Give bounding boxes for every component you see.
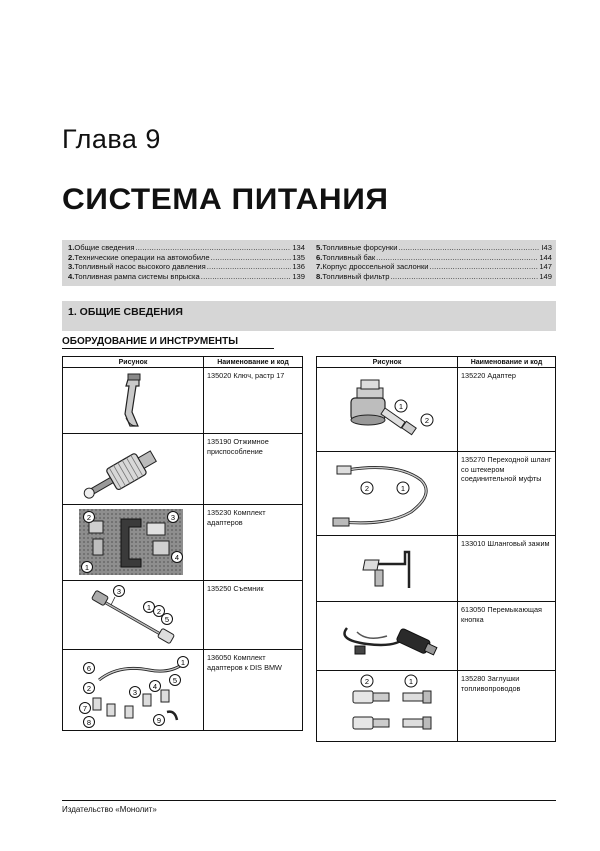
subheading: ОБОРУДОВАНИЕ И ИНСТРУМЕНТЫ (62, 336, 274, 349)
callout-label: 1 (180, 658, 186, 667)
toc-leader (430, 262, 539, 272)
tool-picture-133010 (317, 536, 458, 602)
callout-label: 2 (424, 416, 430, 425)
toc-entry-page: 139 (292, 272, 305, 282)
chapter-label: Глава 9 (62, 124, 161, 154)
tool-description: 133010 Шланговый зажим (458, 536, 556, 602)
callout-label: 2 (364, 484, 370, 493)
callout-label: 1 (408, 677, 414, 686)
toc-entry-title: Топливная рампа системы впрыска (74, 272, 200, 282)
table-row (317, 368, 556, 452)
wrench-icon (63, 368, 203, 433)
fuel-line-plugs-icon (317, 671, 457, 741)
toc-entry[interactable] (68, 243, 305, 253)
tool-picture-613050 (317, 602, 458, 671)
press-tool-icon (63, 434, 203, 504)
toc-entry-number: 7. (316, 262, 323, 272)
table-row (63, 581, 303, 650)
tool-description: 135020 Ключ, растр 17 (204, 368, 303, 434)
table-row (317, 536, 556, 602)
toc-leader (398, 243, 540, 253)
toc-leader (201, 272, 292, 282)
callout-label: 1 (84, 563, 90, 572)
table-row (317, 671, 556, 742)
callout-label: 1 (400, 484, 406, 493)
callout-label: 3 (170, 513, 176, 522)
toc-column-right (316, 243, 552, 282)
column-header-picture: Рисунок (317, 357, 458, 368)
toc-entry-title: Технические операции на автомобиле (74, 252, 210, 262)
tools-table-right (316, 356, 556, 742)
section-header (62, 301, 556, 331)
tool-description: 135280 Заглушки топливопроводов (458, 671, 556, 742)
callout-label: 7 (82, 704, 88, 713)
toc-entry-title: Топливный фильтр (322, 272, 390, 282)
callout-label: 2 (156, 607, 162, 616)
callout-label: 3 (132, 688, 138, 697)
jumper-button-icon (317, 602, 457, 670)
tool-picture-136050 (63, 650, 204, 731)
tool-description: 135270 Переходной шланг со штекером соединительной муфты (458, 452, 556, 536)
toc-entry-number: 2. (68, 252, 75, 262)
table-row (63, 368, 303, 434)
toc-entry-number: 8. (316, 272, 323, 282)
chapter-title: СИСТЕМА ПИТАНИЯ (62, 183, 389, 216)
callout-label: 1 (398, 402, 404, 411)
toc-entry[interactable] (316, 243, 552, 253)
table-row (63, 434, 303, 505)
toc-leader (390, 272, 538, 282)
toc-entry-page: 149 (539, 272, 552, 282)
puller-icon (63, 581, 203, 649)
toc-leader (376, 253, 538, 263)
table-row (317, 602, 556, 671)
toc-entry[interactable] (316, 262, 552, 272)
column-header-picture: Рисунок (63, 357, 204, 368)
adapter-kit-photo (63, 505, 203, 580)
tool-picture-135250 (63, 581, 204, 650)
tool-description: 135250 Съемник (204, 581, 303, 650)
callout-label: 9 (156, 716, 162, 725)
toc-entry-title: Топливный бак (322, 252, 376, 262)
toc-column-left (68, 243, 305, 282)
toc-entry-number: 5. (316, 243, 323, 252)
callout-label: 2 (86, 684, 92, 693)
table-of-contents (62, 240, 556, 286)
table-row (63, 505, 303, 581)
toc-leader (135, 243, 291, 253)
tool-picture-135220 (317, 368, 458, 452)
table-row (63, 650, 303, 731)
tool-description: 135230 Комплект адаптеров (204, 505, 303, 581)
tool-picture-135280 (317, 671, 458, 742)
toc-entry-title: Корпус дроссельной заслонки (322, 262, 429, 272)
toc-entry-page: 136 (292, 262, 305, 272)
callout-label: 2 (364, 677, 370, 686)
toc-entry-number: 6. (316, 252, 323, 262)
toc-entry-page: 134 (292, 243, 305, 252)
toc-entry[interactable] (316, 253, 552, 263)
adapter-set-icon (63, 650, 203, 730)
tools-table-left (62, 356, 303, 731)
tool-description: 135190 Отжимное приспособление (204, 434, 303, 505)
tool-description: 136050 Комплект адаптеров к DIS BMW (204, 650, 303, 731)
publisher-footer: Издательство «Монолит» (62, 805, 157, 814)
toc-entry-page: 144 (539, 252, 552, 262)
toc-entry-title: Топливные форсунки (322, 243, 398, 252)
callout-label: 3 (116, 587, 122, 596)
callout-label: 5 (164, 615, 170, 624)
section-title: 1. ОБЩИЕ СВЕДЕНИЯ (68, 306, 183, 318)
column-header-name: Наименование и код (204, 357, 303, 368)
hose-clamp-icon (317, 536, 457, 601)
callout-label: 2 (86, 513, 92, 522)
callout-label: 8 (86, 718, 92, 727)
toc-leader (211, 253, 292, 263)
callout-label: 5 (172, 676, 178, 685)
callout-label: 6 (86, 664, 92, 673)
toc-entry-number: 3. (68, 262, 75, 272)
toc-entry-title: Топливный насос высокого давления (74, 262, 206, 272)
tool-description: 135220 Адаптер (458, 368, 556, 452)
tool-picture-135230 (63, 505, 204, 581)
toc-entry-page: I43 (541, 243, 552, 252)
hose-icon (317, 452, 457, 535)
adapter-icon (317, 368, 457, 451)
toc-entry[interactable] (68, 253, 305, 263)
tool-picture-135190 (63, 434, 204, 505)
toc-entry[interactable] (68, 272, 305, 282)
toc-entry-title: Общие сведения (74, 243, 135, 252)
footer-divider (62, 800, 556, 801)
toc-entry[interactable] (68, 262, 305, 272)
column-header-name: Наименование и код (458, 357, 556, 368)
toc-entry-page: 135 (292, 252, 305, 262)
toc-entry-page: 147 (539, 262, 552, 272)
callout-label: 4 (174, 553, 180, 562)
toc-entry-number: 1. (68, 243, 75, 252)
toc-entry-number: 4. (68, 272, 75, 282)
callout-label: 4 (152, 682, 158, 691)
table-row (317, 452, 556, 536)
tool-picture-135270 (317, 452, 458, 536)
toc-leader (207, 262, 292, 272)
tool-description: 613050 Перемыкающая кнопка (458, 602, 556, 671)
tool-picture-135020 (63, 368, 204, 434)
callout-label: 1 (146, 603, 152, 612)
toc-entry[interactable] (316, 272, 552, 282)
